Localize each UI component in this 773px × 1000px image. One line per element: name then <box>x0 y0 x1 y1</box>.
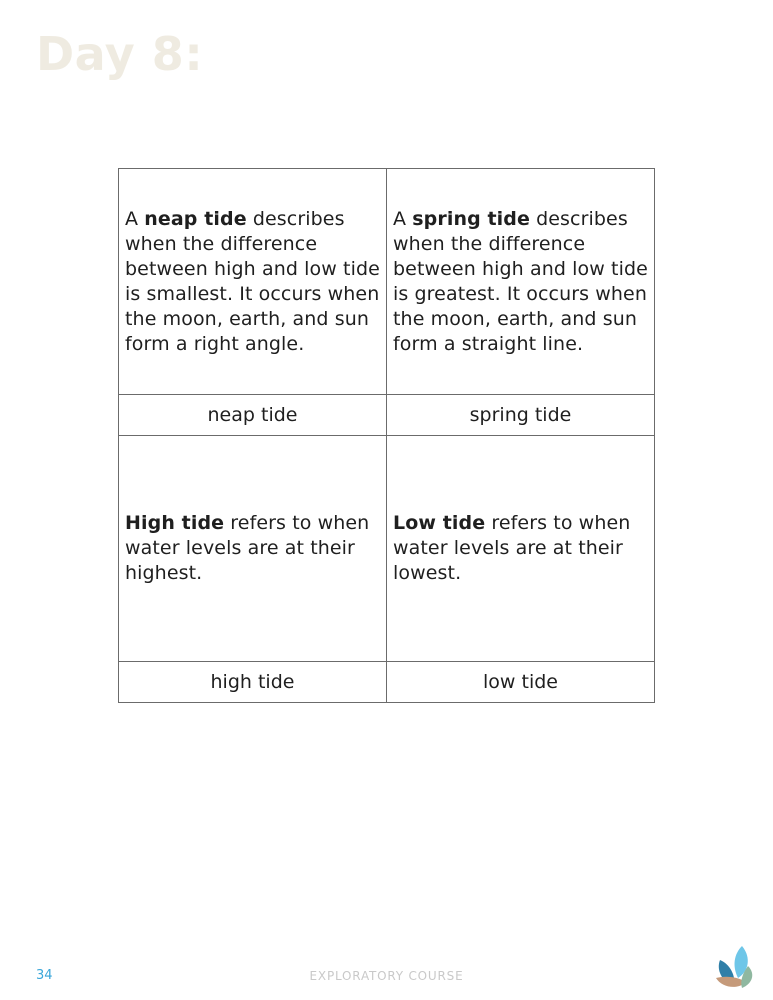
footer-course-label: EXPLORATORY COURSE <box>309 969 464 983</box>
leaf-logo-icon <box>712 944 756 990</box>
definition-text: refers to when water levels are at their lowest. <box>393 512 631 584</box>
term-row <box>119 395 655 436</box>
definition-card-low-tide <box>387 436 655 662</box>
definition-term-bold: Low tide <box>393 512 486 534</box>
page-number: 34 <box>36 968 53 983</box>
definition-text: refers to when water levels are at their highest. <box>125 512 370 584</box>
term-card-neap-tide: neap tide <box>119 395 387 436</box>
definition-text: describes when the difference between high and low tide is smallest. It occurs when the moon, earth, and sun form a right angle. <box>125 207 380 355</box>
term-card-low-tide: low tide <box>387 662 655 703</box>
definition-card-spring-tide <box>387 169 655 395</box>
definition-card-high-tide <box>119 436 387 662</box>
definition-term-bold: neap tide <box>144 207 247 230</box>
definition-prefix: A <box>125 207 145 230</box>
term-card-spring-tide: spring tide <box>387 395 655 436</box>
definition-term-bold: High tide <box>125 512 225 534</box>
term-card-high-tide: high tide <box>119 662 387 703</box>
definition-card-neap-tide <box>119 169 387 395</box>
definition-row <box>119 169 655 395</box>
vocabulary-card-table <box>118 168 655 703</box>
definition-text: describes when the difference between high and low tide is greatest. It occurs when the moon, earth, and sun form a straight line. <box>393 207 648 355</box>
definition-row <box>119 436 655 662</box>
term-row <box>119 662 655 703</box>
page-title: Day 8: <box>36 27 204 81</box>
definition-prefix: A <box>393 207 413 230</box>
definition-term-bold: spring tide <box>412 207 530 230</box>
